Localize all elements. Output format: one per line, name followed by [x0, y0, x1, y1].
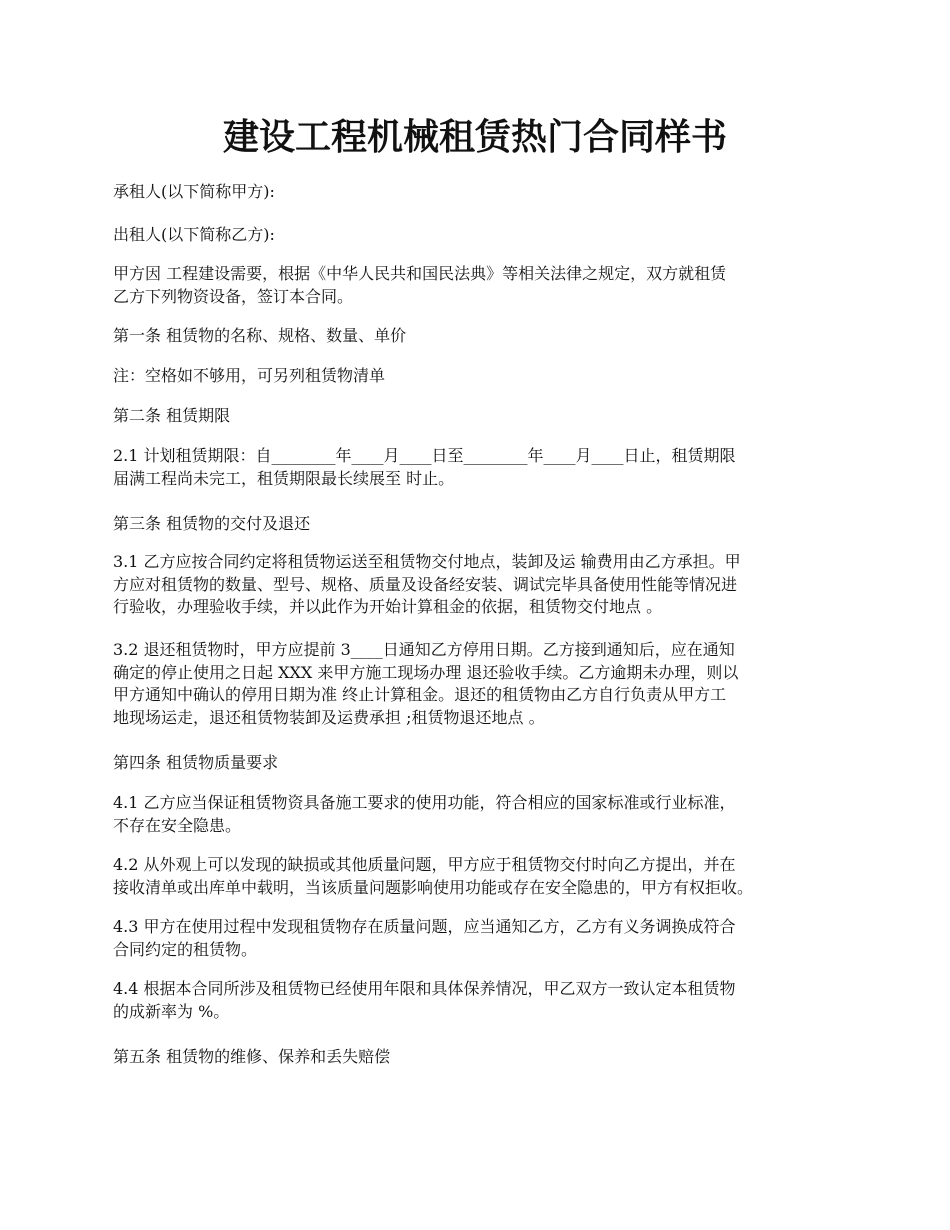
paragraph-line: 的成新率为 %。	[113, 1001, 230, 1021]
paragraph-article-5-heading	[113, 1046, 853, 1069]
paragraph-line: 4.1 乙方应当保证租赁物资具备施工要求的使用功能，符合相应的国家标准或行业标准，	[113, 793, 736, 812]
paragraph-article-4-heading	[113, 752, 853, 775]
paragraph-clause-3-2	[113, 639, 853, 729]
paragraph-line: 接收清单或出库单中载明，当该质量问题影响使用功能或存在安全隐患的，甲方有权拒收。	[113, 877, 754, 897]
paragraph-clause-4-2	[113, 854, 853, 899]
paragraph-line: 3.2 退还租赁物时，甲方应提前 3____日通知乙方停用日期。乙方接到通知后，应在通知	[113, 640, 735, 659]
paragraph-line: 注：空格如不够用，可另列租赁物清单	[113, 366, 386, 385]
paragraph-article-1-heading	[113, 325, 853, 348]
paragraph-article-2-heading	[113, 405, 853, 428]
paragraph-clause-4-4	[113, 978, 853, 1023]
paragraph-preamble	[113, 263, 853, 308]
paragraph-lessee-line	[113, 181, 853, 204]
paragraph-line: 承租人(以下简称甲方):	[113, 182, 275, 201]
paragraph-clause-4-3	[113, 916, 853, 961]
paragraph-line: 4.3 甲方在使用过程中发现租赁物存在质量问题，应当通知乙方，乙方有义务调换成符合	[113, 917, 736, 936]
paragraph-line: 第三条 租赁物的交付及退还	[113, 514, 311, 533]
paragraph-line: 届满工程尚未完工，租赁期限最长续展至 时止。	[113, 468, 455, 488]
paragraph-line: 行验收，办理验收手续，并以此作为开始计算租金的依据，租赁物交付地点 。	[113, 597, 663, 616]
paragraph-note-line	[113, 365, 853, 388]
paragraph-line: 4.4 根据本合同所涉及租赁物已经使用年限和具体保养情况，甲乙双方一致认定本租赁物	[113, 979, 736, 998]
paragraph-line: 第二条 租赁期限	[113, 406, 231, 425]
paragraph-line: 不存在安全隐患。	[113, 815, 242, 835]
paragraph-clause-4-1	[113, 792, 853, 837]
document-title: 建设工程机械租赁热门合同样书	[222, 116, 727, 158]
paragraph-line: 2.1 计划租赁期限：自________年____月____日至________年____月____日止，租赁期限	[113, 446, 736, 465]
paragraph-line: 第五条 租赁物的维修、保养和丢失赔偿	[113, 1047, 391, 1066]
paragraph-line: 方应对租赁物的数量、型号、规格、质量及设备经安装、调试完毕具备使用性能等情况进	[113, 574, 738, 594]
paragraph-clause-3-1	[113, 551, 853, 619]
paragraph-clause-2-1	[113, 445, 853, 490]
paragraph-line: 甲方因 工程建设需要，根据《中华人民共和国民法典》等相关法律之规定，双方就租赁	[113, 264, 727, 283]
paragraph-line: 4.2 从外观上可以发现的缺损或其他质量问题，甲方应于租赁物交付时向乙方提出，并在	[113, 855, 736, 874]
paragraph-line: 甲方通知中确认的停用日期为准 终止计算租金。退还的租赁物由乙方自行负责从甲方工	[113, 685, 727, 704]
paragraph-line: 出租人(以下简称乙方):	[113, 225, 275, 244]
paragraph-line: 第四条 租赁物质量要求	[113, 753, 279, 772]
paragraph-line: 确定的停止使用之日起 XXX 来甲方施工现场办理 退还验收手续。乙方逾期未办理，则以	[113, 662, 739, 682]
paragraph-article-3-heading	[113, 513, 853, 536]
paragraph-line: 地现场运走，退还租赁物装卸及运费承担 ;租赁物退还地点 。	[113, 707, 545, 727]
paragraph-line: 乙方下列物资设备，签订本合同。	[113, 286, 354, 306]
paragraph-lessor-line	[113, 224, 853, 247]
paragraph-line: 合同约定的租赁物。	[113, 939, 258, 959]
paragraph-line: 第一条 租赁物的名称、规格、数量、单价	[113, 326, 407, 345]
paragraph-line: 3.1 乙方应按合同约定将租赁物运送至租赁物交付地点，装卸及运 输费用由乙方承担。甲	[113, 552, 741, 571]
